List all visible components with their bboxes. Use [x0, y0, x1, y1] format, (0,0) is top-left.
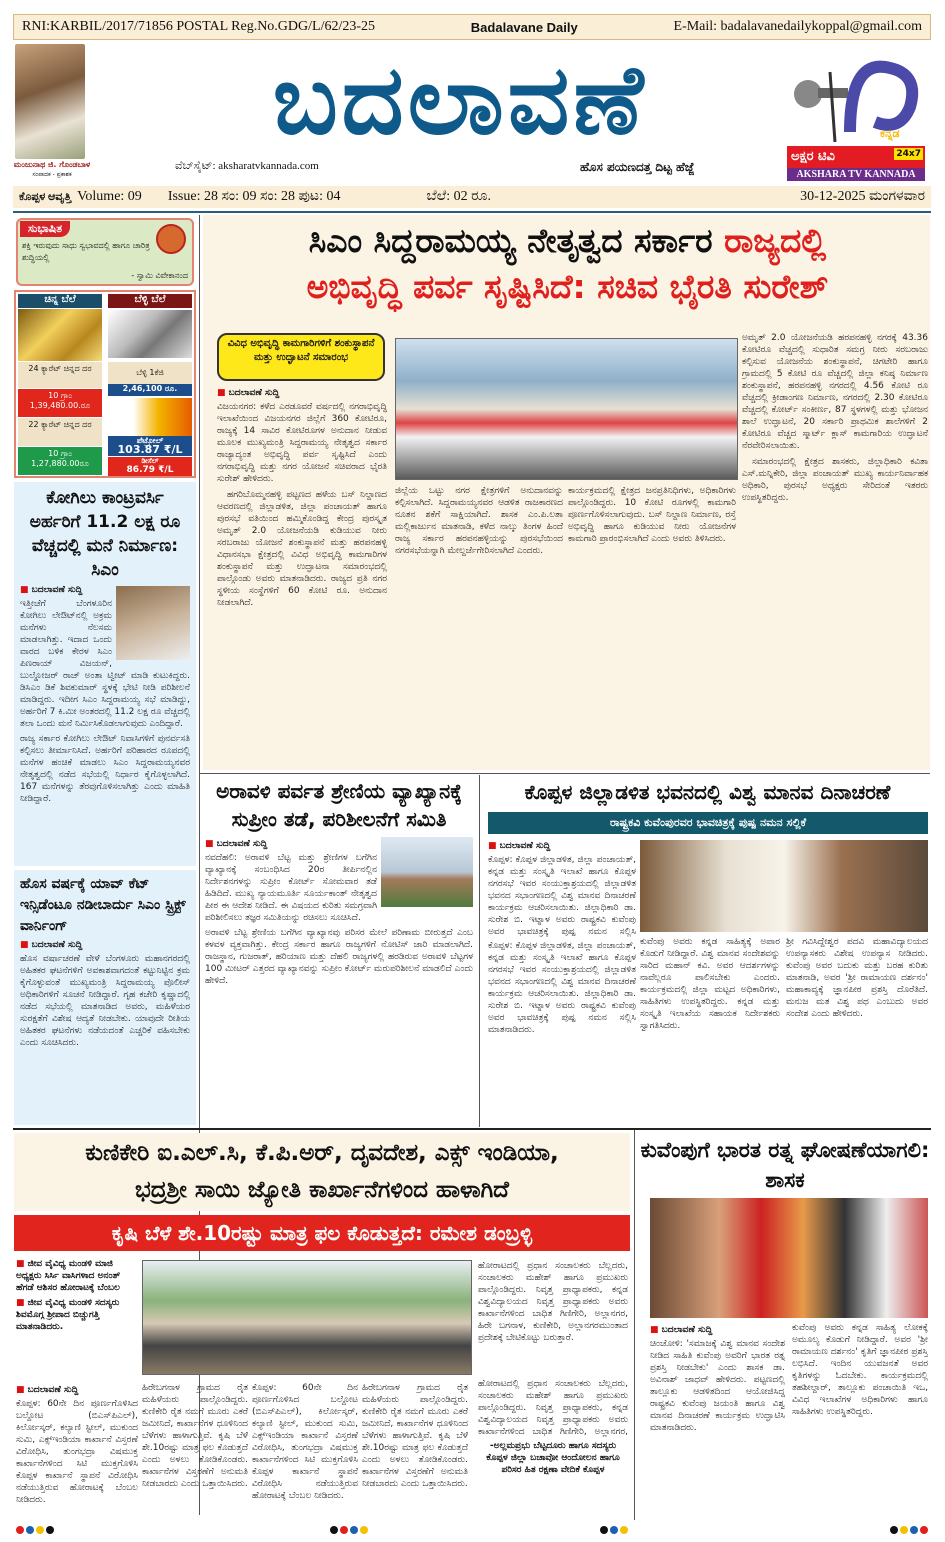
issue: Issue: 28 ಸಂ: 09 ಸಂ: 28 ಪುಟ: 04 — [167, 189, 341, 204]
silver-value: 2,46,100 ರೂ. — [108, 384, 192, 396]
kogilu-paragraph: ಇತ್ತೀಚೆಗೆ ಬೆಂಗಳೂರಿನ ಕೋಗಿಲು ಲೇಔಟ್‌ನಲ್ಲಿ ಅಕ್ರಮ ಮನೆಗಳು ನೆಲಸಮ ಮಾಡಲಾಗಿತ್ತು. ಇದಾದ ಒಂದು ವಾರದ ಬಳಿಕ ಕೇರಳ ಸಿಎಂ ಪಿಣರಾಯ್ ವಿಜಯನ್, ಬುಲ್ಡೋಜರ್ ರಾಜ್ ಅಂತಾ ಟ್ವೀಟ್ ಮಾಡಿ ಕುಟುಕಿದ್ದರು. ಡಿಸಿಎಂ ಡಿಕೆ ಶಿವಕುಮಾರ್ ಸ್ಥಳಕ್ಕೆ ಭೇಟಿ ನೀಡಿ ಪರಿಶೀಲನೆ ಮಾಡಿದ್ದರು. ಇದೀಗ ಸಿಎಂ ಸಿದ್ದರಾಮಯ್ಯ ಸಭೆ ಮಾಡಿದ್ದು, ಅರ್ಹರಿಗೆ 7 ಕಿ.ಮೀ ಅಂತರದಲ್ಲಿ 11.2 ಲಕ್ಷ ರೂ ವೆಚ್ಚದಲ್ಲಿ ತಲಾ ಒಂದು ಮನೆ ನಿರ್ಮಿಸಿಕೊಡಲಾಗುವುದು ಎಂದಿದ್ದಾರೆ. — [20, 599, 190, 729]
story-credit: ■ ಬದಲಾವಣೆ ಸುದ್ದಿ — [217, 388, 387, 398]
newyear-paragraph: ಹೊಸ ವರ್ಷಾಚರಣೆ ವೇಳೆ ಬೆಂಗಳೂರು ಮಹಾನಗರದಲ್ಲಿ ಅಹಿತಕರ ಘಟನೆಗಳಿಗೆ ಅವಕಾಶವಾಗದಂತೆ ಕಟ್ಟುನಿಟ್ಟಿನ ಕ್ರಮ ಕೈಗೊಳ್ಳುವಂತೆ ಮುಖ್ಯಮಂತ್ರಿ ಸಿದ್ದರಾಮಯ್ಯ ಪೊಲೀಸ್ ಅಧಿಕಾರಿಗಳಿಗೆ ಸೂಚನೆ ನೀಡಿದ್ದಾರೆ. ಗೃಹ ಕಚೇರಿ ಕೃಷ್ಣಾದಲ್ಲಿ ನಡೆದ ಸಭೆಯಲ್ಲಿ ಮಾತನಾಡಿದ ಅವರು, ಮಹಿಳೆಯರ ಸುರಕ್ಷತೆಗೆ ವಿಶೇಷ ಆದ್ಯತೆ ನೀಡಬೇಕು. ಯಾವುದೇ ರೀತಿಯ ಅಹಿತಕರ ಘಟನೆಗಳು ನಡೆಯದಂತೆ ಎಚ್ಚರಿಕೆ ವಹಿಸಬೇಕು ಎಂದು ಸೂಚಿಸಿದರು. — [20, 954, 190, 1048]
factory-signoff: -ಅಲ್ಲಮಪ್ರಭು ಬೆಟ್ಟದೂರು ಹಾಗೂ ಸದಸ್ಯರು ಕೊಪ್ಪಳ ಜಿಲ್ಲಾ ಬಚಾವೋ ಆಂದೋಲನ ಹಾಗೂ ಪರಿಸರ ಹಿತ ರಕ್ಷಣಾ ವೇದಿಕೆ ಕೊಪ್ಪಳ — [486, 1441, 620, 1475]
koppal-column-1 — [488, 838, 636, 938]
factory-paragraph: ಹಿರೇಬಗನಾಳ ಗ್ರಾಮದ ರೈತ ಮಹಿಳೆಯರು ಪಾಲ್ಗೊಂಡಿದ್ದರು. ಕುಣಿಕೇರಿ ರೈತ ನಮಗೆ ಮೂರು ಎಕರೆ ಜಮೀನಿದೆ, ಕಾರ್ಖಾನೆಗಳ ಧೂಳಿನಿಂದ ಬೆಳೆಗಳು ಹಾಳಾಗುತ್ತಿವೆ. ಕೃಷಿ ಬೆಳೆ ಶೇ.10ರಷ್ಟು ಮಾತ್ರ ಫಲ ಕೊಡುತ್ತದೆ ಎಂದು ಅಳಲು ತೋಡಿಕೊಂಡರು. ಕಾರ್ಖಾನೆಗಳ ವಿಸ್ತರಣೆಗೆ ಅನುಮತಿ ನೀಡಬಾರದು ಎಂದು ಒತ್ತಾಯಿಸಿದರು. — [362, 1383, 468, 1489]
lead-column-3 — [568, 485, 736, 770]
lead-paragraph: ಹಗರಿಬೊಮ್ಮನಹಳ್ಳಿ ಪಟ್ಟಣದ ಹಳೆಯ ಬಸ್ ನಿಲ್ದಾಣದ ಆವರಣದಲ್ಲಿ ಜಿಲ್ಲಾಡಳಿತ, ಜಿಲ್ಲಾ ಪಂಚಾಯತ್ ಹಾಗೂ ಪುರಸಭೆ ವತಿಯಿಂದ ಹಮ್ಮಿಕೊಂಡಿದ್ದ ಕೇಂದ್ರ ಪುರಸ್ಕೃತ ಅಮೃತ್ 2.0 ಯೋಜನೆಯಡಿ ಕುಡಿಯುವ ನೀರು ಸರಬರಾಜು ಯೋಜನೆ ಶಂಕುಸ್ಥಾಪನೆ ಮತ್ತು ಹರಪನಹಳ್ಳಿ ವಿಧಾನಸಭಾ ಕ್ಷೇತ್ರದಲ್ಲಿ ವಿವಿಧ ಅಭಿವೃದ್ಧಿ ಕಾಮಗಾರಿಗಳ ಶಂಕುಸ್ಥಾಪನೆ ಮತ್ತು ಉದ್ಘಾಟನಾ ಸಮಾರಂಭದಲ್ಲಿ ಪಾಲ್ಗೊಂಡು ಅವರು ಮಾತನಾಡಿದರು. ರಾಜ್ಯದ ಪ್ರತಿ ನಗರ ಸ್ಥಳೀಯ ಸಂಸ್ಥೆಗಳಿಗೆ 60 ಕೋಟಿ ರೂ. ಅನುದಾನ ನೀಡಲಾಗಿದೆ. — [217, 490, 387, 608]
newyear-story — [14, 870, 196, 1125]
divider — [200, 773, 930, 774]
story-credit: ■ ಬದಲಾವಣೆ ಸುದ್ದಿ — [650, 1325, 785, 1335]
gold22-value: 1,27,880.00ರೂ — [31, 459, 89, 468]
koppal-paragraph: ಕೊಪ್ಪಳ: ಕೊಪ್ಪಳ ಜಿಲ್ಲಾಡಳಿತ, ಜಿಲ್ಲಾ ಪಂಚಾಯತ್, ಕನ್ನಡ ಮತ್ತು ಸಂಸ್ಕೃತಿ ಇಲಾಖೆ ಹಾಗೂ ಕೊಪ್ಪಳ ನಗರಸಭೆ ಇವರ ಸಂಯುಕ್ತಾಶ್ರಯದಲ್ಲಿ ಜಿಲ್ಲಾಡಳಿತ ಭವನದ ಸಭಾಂಗಣದಲ್ಲಿ ವಿಶ್ವ ಮಾನವ ದಿನಾಚರಣೆ ಕಾರ್ಯಕ್ರಮ ಆಚರಿಸಲಾಯಿತು. ಜಿಲ್ಲಾಧಿಕಾರಿ ಡಾ. ಸುರೇಶ ಬಿ. ಇಟ್ನಾಳ ಅವರು ರಾಷ್ಟ್ರಕವಿ ಕುವೆಂಪು ಅವರ ಭಾವಚಿತ್ರಕ್ಕೆ ಪುಷ್ಪ ನಮನ ಸಲ್ಲಿಸಿ — [488, 855, 636, 937]
kuvempu-column-1 — [650, 1322, 785, 1517]
subhashita-box — [16, 218, 194, 286]
siddaramaiah-photo — [116, 586, 190, 660]
factory-paragraph: ಹೋರಾಟದಲ್ಲಿ ಪ್ರಧಾನ ಸಂಚಾಲಕರು ಬೆಲ್ಲದರು, ಸಂಚಾಲಕರು ಮಹೇಶ್ ಹಾಗೂ ಪ್ರಮುಖರು ಪಾಲ್ಗೊಂಡಿದ್ದರು. ನಿವೃತ್ತ ಪ್ರಾಧ್ಯಾಪಕರು, ಕನ್ನಡ ವಿಶ್ವವಿದ್ಯಾಲಯದ ನಿವೃತ್ತ ಪ್ರಾಧ್ಯಾಪಕರು ಅವರು ಕಾರ್ಖಾನೆಗಳಿಂದ ಬಾಧಿತ ಗಿಣಿಗೇರಿ, ಅಲ್ಲಾನಗರ, — [478, 1379, 628, 1437]
editor-name: ಮಂಜುನಾಥ ಜಿ. ಗೊಂಡಬಾಳ — [13, 160, 91, 169]
price-box — [14, 290, 196, 478]
koppal-banner: ರಾಷ್ಟ್ರಕವಿ ಕುವೆಂಪುರವರ ಭಾವಚಿತ್ರಕ್ಕೆ ಪುಷ್ಪ ನಮನ ಸಲ್ಲಿಕೆ — [488, 812, 928, 834]
koppal-column-2 — [640, 936, 780, 1126]
kogilu-headline: ಕೋಗಿಲು ಕಾಂಟ್ರವರ್ಸಿ ಅರ್ಹರಿಗೆ 11.2 ಲಕ್ಷ ರೂ ವೆಚ್ಚದಲ್ಲಿ ಮನೆ ನಿರ್ಮಾಣ: ಸಿಎಂ — [29, 488, 181, 580]
factory-banner: ಕೃಷಿ ಬೆಳೆ ಶೇ.10ರಷ್ಟು ಮಾತ್ರ ಫಲ ಕೊಡುತ್ತದೆ: ರಮೇಶ ಡಂಬ್ರಳ್ಳಿ — [14, 1215, 630, 1251]
top-info-strip — [13, 14, 931, 40]
gold24-label: 24 ಕ್ಯಾರೆಟ್ ಚಿನ್ನದ ದರ — [18, 362, 102, 388]
petrol-label: ಪೆಟ್ರೋಲ್ — [136, 436, 164, 445]
edition: ಕೊಪ್ಪಳ ಆವೃತ್ತಿ — [19, 190, 72, 203]
lead-subhead: ವಿವಿಧ ಅಭಿವೃದ್ಧಿ ಕಾಮಗಾರಿಗಳಿಗೆ ಶಂಕುಸ್ಥಾಪನೆ ಮತ್ತು ಉದ್ಘಾಟನೆ ಸಮಾರಂಭ — [217, 333, 385, 381]
koppal-event-photo — [640, 840, 928, 932]
factory-paragraph: ಹೋರಾಟದಲ್ಲಿ ಪ್ರಧಾನ ಸಂಚಾಲಕರು ಬೆಲ್ಲದರು, ಸಂಚಾಲಕರು ಮಹೇಶ್ ಹಾಗೂ ಪ್ರಮುಖರು ಪಾಲ್ಗೊಂಡಿದ್ದರು. ನಿವೃತ್ತ ಪ್ರಾಧ್ಯಾಪಕರು, ಕನ್ನಡ ವಿಶ್ವವಿದ್ಯಾಲಯದ ನಿವೃತ್ತ ಪ್ರಾಧ್ಯಾಪಕರು ಅವರು ಕಾರ್ಖಾನೆಗಳಿಂದ ಬಾಧಿತ ಗಿಣಿಗೇರಿ, ಅಲ್ಲಾನಗರ, ಹಿರೇ ಬಗನಾಳ, ಕುಣಿಕೇರಿ, ಅಲ್ಲಾನಗರಮುಂತಾದ ಪ್ರದೇಶಕ್ಕೆ ಬೇಟಿಕೊಟ್ಟು ಬರುತ್ತಾರೆ. — [478, 1261, 628, 1343]
aravali-paragraph: ಅರಾವಳಿ ಬೆಟ್ಟ ಶ್ರೇಣಿಯ ಬಗೆಗಿನ ವ್ಯಾಖ್ಯಾನವು ಪರಿಸರ ಮೇಲೆ ಪರಿಣಾಮ ಬೀರುತ್ತದೆ ಎಂಬ ಕಳವಳ ವ್ಯಕ್ತವಾಗಿತ್ತು. ಕೇಂದ್ರ ಸರ್ಕಾರ ಹಾಗೂ ರಾಜ್ಯಗಳಿಗೆ ನೋಟಿಸ್ ಜಾರಿ ಮಾಡಲಾಗಿದೆ. ರಾಜಸ್ಥಾನ, ಗುಜರಾತ್, ಹರಿಯಾಣ ಮತ್ತು ದೆಹಲಿ ರಾಜ್ಯಗಳಲ್ಲಿ ಹರಡಿರುವ ಅರಾವಳಿ ಬೆಟ್ಟಗಳ 100 ಮೀಟರ್ ಎತ್ತರದ ವ್ಯಾಖ್ಯಾನವನ್ನು ಸುಪ್ರೀಂ ಕೋರ್ಟ್ ಮರುಪರಿಶೀಲನೆ ಮಾಡಲಿದೆ ಎಂದು ಹೇಳಿದೆ. — [205, 928, 473, 986]
factory-bullets — [16, 1258, 138, 1333]
lead-column-1 — [217, 385, 387, 770]
gold24-value: 1,39,480.00.ರೂ — [29, 401, 91, 410]
registration-number: RNI:KARBIL/2017/71856 POSTAL Reg.No.GDG/L/62/23-25 — [22, 19, 376, 34]
kuvempu-column-2 — [792, 1322, 928, 1517]
diesel-price — [108, 457, 192, 476]
factory-column-2 — [142, 1382, 248, 1517]
lead-column-4 — [742, 332, 928, 770]
bullet-item: ■ ಜೀವ ವೈವಿಧ್ಯ ಮಂಡಳಿ ಸದಸ್ಯರು ಶಿವಮೊಗ್ಗ ಶ್ರೀಪಾದ ಬಿಚ್ಚುಗತ್ತಿ ಮಾತನಾಡಿದರು. — [16, 1297, 138, 1333]
gold24-price — [18, 389, 102, 417]
factory-paragraph: ಕೊಪ್ಪಳ: 60ನೇ ದಿನ ಪೂರ್ಣಗೊಳಿಸಿದ ಬಲ್ದೋಟ (ಬಿಎಸ್‌ಪಿಎಲ್), ಕಿರ್ಲೋಸ್ಕರ್, ಕಲ್ಯಾಣಿ ಸ್ಟೀಲ್, ಮುಕುಂದ ಸುಮಿ, ಎಕ್ಸ್‌ಇಂಡಿಯಾ ಕಾರ್ಖಾನೆ ವಿಸ್ತರಣೆ ವಿರೋಧಿಸಿ, ತುಂಗಭದ್ರಾ ವಿಷಮುಕ್ತ ಕಾರ್ಖಾನೆಗಳಿಂದ ಸಿಟಿ ಮುಕ್ತಗೊಳಿಸಿ ಕೊಪ್ಪಳ ಕಾರ್ಖಾನೆ ಸ್ಥಾಪನೆ ವಿರೋಧಿಸಿ ನಡೆಯುತ್ತಿರುವ ಹೋರಾಟಕ್ಕೆ ಬೆಂಬಲ ನೀಡಿದರು. — [16, 1399, 138, 1505]
diesel-label: ಡೀಸೆಲ್ — [141, 457, 159, 465]
aravali-paragraph: ನವದೆಹಲಿ: ಅರಾವಳಿ ಬೆಟ್ಟ ಮತ್ತು ಶ್ರೇಣಿಗಳ ಬಗೆಗಿನ ವ್ಯಾಖ್ಯಾನಕ್ಕೆ ಸಂಬಂಧಿಸಿದ 20ರ ತೀರ್ಪಿನಲ್ಲಿನ ನಿರ್ದೇಶನಗಳನ್ನು ಸುಪ್ರೀಂ ಕೋರ್ಟ್ ಸೋಮವಾರ ತಡೆ ಹಿಡಿದಿದೆ. ಮುಖ್ಯ ನ್ಯಾಯಮೂರ್ತಿ ಸೂರ್ಯಕಾಂತ್ ನೇತೃತ್ವದ ಪೀಠ ಈ ಆದೇಶ ನೀಡಿದೆ. ಈ ವಿಷಯದ ಕುರಿತು ಸಮಗ್ರವಾಗಿ ಪರಿಶೀಲಿಸಲು ತಜ್ಞರ ಸಮಿತಿಯನ್ನು ರಚಿಸಲು ಸೂಚಿಸಿದೆ. — [205, 853, 377, 923]
gold-bars-image — [18, 309, 102, 361]
lead-headline — [205, 218, 930, 310]
petrol-price — [108, 436, 192, 456]
tv-name-english: AKSHARA TV KANNADA — [787, 168, 925, 181]
lead-paragraph: ವಿಜಯನಗರ: ಕಳೆದ ಎರಡೂವರೆ ವರ್ಷದಲ್ಲಿ ನಗರಾಭಿವೃದ್ಧಿ ಇಲಾಖೆಯಿಂದ ವಿಜಯನಗರ ಜಿಲ್ಲೆಗೆ 360 ಕೋಟಿರೂ, ರಾಜ್ಯಕ್ಕೆ 14 ಸಾವಿರ ಕೋಟಿರೂಗಳ ಅನುದಾನ ನೀಡುವ ಮೂಲಕ ಮುಖ್ಯಮಂತ್ರಿ ಸಿದ್ದರಾಮಯ್ಯ ನೇತೃತ್ವದ ಸರ್ಕಾರ ರಾಜ್ಯಾದ್ಯಂತ ಅಭಿವೃದ್ಧಿ ಪರ್ವ ಸೃಷ್ಟಿಸಿದೆ ಎಂದು ನಗರಾಭಿವೃದ್ಧಿ ಮತ್ತು ನಗರ ಯೋಜನೆ ಸಚಿವರಾದ ಭೈರತಿ ಸುರೇಶ್ ಹೇಳಿದರು. — [217, 402, 387, 484]
price: ಬೆಲೆ: 02 ರೂ. — [426, 189, 491, 204]
kuvempu-paragraph: ಕುವೆಂಪು ಅವರು ಕನ್ನಡ ಸಾಹಿತ್ಯ ಲೋಕಕ್ಕೆ ಅಮೂಲ್ಯ ಕೊಡುಗೆ ನೀಡಿದ್ದಾರೆ. ಅವರ 'ಶ್ರೀ ರಾಮಾಯಣ ದರ್ಶನಂ' ಕೃತಿಗೆ ಜ್ಞಾನಪೀಠ ಪ್ರಶಸ್ತಿ ಲಭಿಸಿದೆ. ಇಂದಿನ ಯುವಜನತೆ ಅವರ ಕೃತಿಗಳನ್ನು ಓದಬೇಕು. ಕಾರ್ಯಕ್ರಮದಲ್ಲಿ ತಹಶೀಲ್ದಾರ್, ತಾಲ್ಲೂಕು ಪಂಚಾಯಿತಿ ಇಒ, ವಿವಿಧ ಇಲಾಖೆಗಳ ಅಧಿಕಾರಿಗಳು ಹಾಗೂ ಸಾಹಿತಿಗಳು ಉಪಸ್ಥಿತರಿದ್ದರು. — [792, 1323, 928, 1417]
tv-name: ಅಕ್ಷರ ಟಿವಿ — [791, 149, 835, 164]
silver-label: ಬೆಳ್ಳಿ 1ಕೆಜಿ — [108, 362, 192, 384]
tv-name-badge — [787, 146, 925, 168]
tv-kannada-label: ಕನ್ನಡ — [880, 127, 900, 140]
volume: Volume: 09 — [77, 189, 142, 204]
lead-column-2 — [395, 485, 563, 770]
print-registration-marks — [14, 1520, 932, 1530]
column-divider — [634, 1130, 635, 1520]
vivekananda-portrait — [156, 224, 186, 254]
petrol-value: 103.87 ₹/L — [117, 443, 183, 456]
kuvempu-paragraph: ಚಿಂಚೋಳಿ: 'ಸಮಾಜಕ್ಕೆ ವಿಶ್ವ ಮಾನವ ಸಂದೇಶ ನೀಡಿದ ಸಾಹಿತಿ ಕುವೆಂಪು ಅವರಿಗೆ ಭಾರತ ರತ್ನ ಪ್ರಶಸ್ತಿ ನೀಡಬೇಕು' ಎಂದು ಶಾಸಕ ಡಾ. ಅವಿನಾಶ್ ಜಾಧವ್ ಹೇಳಿದರು. ಪಟ್ಟಣದಲ್ಲಿ ತಾಲ್ಲೂಕು ಆಡಳಿತದಿಂದ ಆಯೋಜಿಸಿದ್ದ ರಾಷ್ಟ್ರಕವಿ ಕುವೆಂಪು ಜಯಂತಿ ಹಾಗೂ ವಿಶ್ವ ಮಾನವ ದಿನಾಚರಣೆ ಕಾರ್ಯಕ್ರಮ ಉದ್ಘಾಟಿಸಿ ಮಾತನಾಡಿದರು. — [650, 1339, 785, 1433]
gold22-price — [18, 447, 102, 475]
lead-event-photo — [395, 338, 738, 480]
lead-headline-red: ರಾಜ್ಯದಲ್ಲಿ — [724, 221, 827, 260]
subhashita-text: ಶಕ್ತಿ ಇರುವುದು ಸಾಧು ಸ್ವಭಾವದಲ್ಲಿ ಹಾಗೂ ಚಾರಿತ್ರ ಶುದ್ಧಿಯಲ್ಲಿ — [22, 241, 150, 262]
tagline: ಹೊಸ ಪಯಣದತ್ತ ದಿಟ್ಟ ಹೆಜ್ಜೆ — [580, 160, 695, 174]
story-credit: ■ ಬದಲಾವಣೆ ಸುದ್ದಿ — [16, 1385, 138, 1395]
diesel-value: 86.79 ₹/L — [126, 465, 174, 475]
subhashita-title: ಸುಭಾಷಿತ — [20, 221, 70, 237]
fuel-pump-image — [108, 398, 192, 436]
divider — [13, 211, 931, 213]
registration-dots-icon — [14, 1525, 932, 1535]
masthead-logo: ಬದಲಾವಣೆ — [272, 44, 648, 156]
story-credit: ■ ಬದಲಾವಣೆ ಸುದ್ದಿ — [20, 585, 190, 595]
koppal-paragraph: ಕುವೆಂಪು ಅವರು ಕನ್ನಡ ಸಾಹಿತ್ಯಕ್ಕೆ ಅಪಾರ ಕೊಡುಗೆ ನೀಡಿದ್ದಾರೆ. ವಿಶ್ವ ಮಾನವ ಸಂದೇಶವನ್ನು ಸಾರಿದ ಮಹಾನ್ ಕವಿ. ಅವರ ಆದರ್ಶಗಳನ್ನು ನಾವೆಲ್ಲರೂ ಪಾಲಿಸಬೇಕು ಎಂದರು. ಕಾರ್ಯಕ್ರಮದಲ್ಲಿ ಜಿಲ್ಲಾ ಮಟ್ಟದ ಅಧಿಕಾರಿಗಳು, ಸಾಹಿತಿಗಳು ಉಪಸ್ಥಿತರಿದ್ದರು. ಕನ್ನಡ ಮತ್ತು ಸಂಸ್ಕೃತಿ ಇಲಾಖೆಯ ಸಹಾಯಕ ನಿರ್ದೇಶಕರು ಸ್ವಾಗತಿಸಿದರು. — [640, 937, 780, 1031]
microphone-icon — [790, 52, 925, 147]
factory-column-1 — [16, 1382, 138, 1517]
kogilu-paragraph: ರಾಜ್ಯ ಸರ್ಕಾರ ಕೋಗಿಲು ಲೇಔಟ್ ನಿವಾಸಿಗಳಿಗೆ ಪುನರ್ವಸತಿ ಕಲ್ಪಿಸಲು ತೀರ್ಮಾನಿಸಿದೆ. ಅರ್ಹರಿಗೆ ಪರಿಹಾರದ ರೂಪದಲ್ಲಿ ಮನೆಗಳ ಹಂಚಿಕೆ ಮಾಡಲು ಸಿಎಂ ಸಿದ್ದರಾಮಯ್ಯನವರ ನೇತೃತ್ವದಲ್ಲಿ ನಡೆದ ಸಭೆಯಲ್ಲಿ ನಿರ್ಧಾರ ಕೈಗೊಳ್ಳಲಾಗಿದೆ. 167 ಮನೆಗಳನ್ನು ತೆರವುಗೊಳಿಸಲಾಗಿತ್ತು ಎಂದು ಮಾಹಿತಿ ನೀಡಿದ್ದಾರೆ. — [20, 734, 190, 804]
date: 30-12-2025 ಮಂಗಳವಾರ — [800, 189, 925, 204]
divider — [13, 1128, 931, 1130]
story-credit: ■ ಬದಲಾವಣೆ ಸುದ್ದಿ — [488, 841, 636, 851]
story-credit: ■ ಬದಲಾವಣೆ ಸುದ್ದಿ — [205, 839, 473, 849]
gold22-unit: 10 ಗ್ರಾಂ — [48, 449, 72, 458]
factory-paragraph: ಕೊಪ್ಪಳ: 60ನೇ ದಿನ ಪೂರ್ಣಗೊಳಿಸಿದ ಬಲ್ದೋಟ (ಬಿಎಸ್‌ಪಿಎಲ್), ಕಿರ್ಲೋಸ್ಕರ್, ಕಲ್ಯಾಣಿ ಸ್ಟೀಲ್, ಮುಕುಂದ ಸುಮಿ, ಎಕ್ಸ್‌ಇಂಡಿಯಾ ಕಾರ್ಖಾನೆ ವಿಸ್ತರಣೆ ವಿರೋಧಿಸಿ, ತುಂಗಭದ್ರಾ ವಿಷಮುಕ್ತ ಕಾರ್ಖಾನೆಗಳಿಂದ ಸಿಟಿ ಮುಕ್ತಗೊಳಿಸಿ ಕೊಪ್ಪಳ ಕಾರ್ಖಾನೆ ಸ್ಥಾಪನೆ ವಿರೋಧಿಸಿ ನಡೆಯುತ್ತಿರುವ ಹೋರಾಟಕ್ಕೆ ಬೆಂಬಲ ನೀಡಿದರು. — [252, 1383, 358, 1501]
silver-price-title: ಬೆಳ್ಳಿ ಬೆಲೆ — [108, 294, 192, 308]
factory-column-3a — [478, 1260, 628, 1375]
silver-bars-image — [108, 310, 192, 358]
factory-headline-line1: ಕುಣಿಕೇರಿ ಐ.ಎಲ್.ಸಿ, ಕೆ.ಪಿ.ಅರ್, ದೃವದೇಶ, ಎಕ್ಸ್ ಇಂಡಿಯಾ, — [85, 1140, 559, 1166]
factory-headline — [14, 1135, 630, 1209]
email-address[interactable]: E-Mail: badalavanedailykoppal@gmail.com — [673, 19, 922, 34]
tv-24x7: 24x7 — [896, 149, 921, 159]
supreme-court-photo — [381, 837, 473, 907]
factory-headline-line2: ಭದ್ರಶ್ರೀ ಸಾಯಿ ಜ್ಯೋತಿ ಕಾರ್ಖಾನೆಗಳಿಂದ ಹಾಳಾಗಿದೆ — [135, 1177, 509, 1203]
paper-name-english: Badalavane Daily — [470, 19, 578, 35]
issue-info-bar — [13, 186, 931, 208]
protest-photo — [142, 1260, 472, 1375]
editor-photo — [15, 44, 85, 159]
koppal-column-1b — [488, 940, 636, 1125]
koppal-paragraph: ಕೊಪ್ಪಳ: ಕೊಪ್ಪಳ ಜಿಲ್ಲಾಡಳಿತ, ಜಿಲ್ಲಾ ಪಂಚಾಯತ್, ಕನ್ನಡ ಮತ್ತು ಸಂಸ್ಕೃತಿ ಇಲಾಖೆ ಹಾಗೂ ಕೊಪ್ಪಳ ನಗರಸಭೆ ಇವರ ಸಂಯುಕ್ತಾಶ್ರಯದಲ್ಲಿ ಜಿಲ್ಲಾಡಳಿತ ಭವನದ ಸಭಾಂಗಣದಲ್ಲಿ ವಿಶ್ವ ಮಾನವ ದಿನಾಚರಣೆ ಕಾರ್ಯಕ್ರಮ ಆಚರಿಸಲಾಯಿತು. ಜಿಲ್ಲಾಧಿಕಾರಿ ಡಾ. ಸುರೇಶ ಬಿ. ಇಟ್ನಾಳ ಅವರು ರಾಷ್ಟ್ರಕವಿ ಕುವೆಂಪು ಅವರ ಭಾವಚಿತ್ರಕ್ಕೆ ಪುಷ್ಪ ನಮನ ಸಲ್ಲಿಸಿ ಮಾತನಾಡಿದರು. — [488, 941, 636, 1035]
factory-column-2b — [252, 1382, 358, 1517]
kogilu-story — [14, 482, 196, 866]
aravali-headline: ಅರಾವಳಿ ಪರ್ವತ ಶ್ರೇಣಿಯ ವ್ಯಾಖ್ಯಾನಕ್ಕೆ ಸುಪ್ರೀಂ ತಡೆ, ಪರಿಶೀಲನೆಗೆ ಸಮಿತಿ — [216, 779, 462, 831]
koppal-column-3 — [786, 936, 928, 1126]
gold24-unit: 10 ಗ್ರಾಂ — [48, 391, 72, 400]
factory-column-2c — [362, 1382, 468, 1517]
lead-paragraph: ಕಾರ್ಯಕ್ರಮದಲ್ಲಿ ಕ್ಷೇತ್ರದ ಜನಪ್ರತಿನಿಧಿಗಳು, ಅಧಿಕಾರಿಗಳು ಪಾಲ್ಗೊಂಡಿದ್ದರು. 10 ಕೋಟಿ ರೂಗಳಲ್ಲಿ ಕಾಮಗಾರಿ ಪೂರ್ಣಗೊಳಿಸಲಾಗುವುದು. ಬಸ್ ನಿಲ್ದಾಣ ನಿರ್ಮಾಣ, ರಸ್ತೆ ಅಭಿವೃದ್ಧಿ ಹಾಗೂ ಕುಡಿಯುವ ನೀರು ಯೋಜನೆಗಳ ಕಾಮಗಾರಿ ಪ್ರಾರಂಭಿಸಲಾಗಿದೆ ಎಂದು ಅವರು ತಿಳಿಸಿದರು. — [568, 486, 736, 544]
koppal-headline: ಕೊಪ್ಪಳ ಜಿಲ್ಲಾಡಳಿತ ಭವನದಲ್ಲಿ ವಿಶ್ವ ಮಾನವ ದಿನಾಚರಣೆ — [524, 780, 891, 804]
koppal-paragraph: ಶ್ರೀ ಗವಿಸಿದ್ದೇಶ್ವರ ಪದವಿ ಮಹಾವಿದ್ಯಾಲಯದ ಉಪನ್ಯಾಸಕರು ವಿಶೇಷ ಉಪನ್ಯಾಸ ನೀಡಿದರು. ಕುವೆಂಪು ಅವರ ಬದುಕು ಮತ್ತು ಬರಹ ಕುರಿತು ಮಾತನಾಡಿ, ಅವರ 'ಶ್ರೀ ರಾಮಾಯಣ ದರ್ಶನಂ' ಮಹಾಕಾವ್ಯಕ್ಕೆ ಜ್ಞಾನಪೀಠ ಪ್ರಶಸ್ತಿ ದೊರೆತಿದೆ. ಮನುಜ ಮತ ವಿಶ್ವ ಪಥ ಎಂಬುದು ಅವರ ಸಂದೇಶ ಎಂದು ಹೇಳಿದರು. — [786, 937, 928, 1019]
story-credit: ■ ಬದಲಾವಣೆ ಸುದ್ದಿ — [20, 940, 190, 950]
editor-role: ಸಂಪಾದಕ - ಪ್ರಕಾಶಕ — [32, 171, 72, 178]
aravali-story — [205, 777, 473, 1127]
column-divider — [479, 775, 480, 1127]
gold-price-title: ಚಿನ್ನ ಬೆಲೆ — [18, 294, 102, 308]
lead-paragraph: ಅಮೃತ್ 2.0 ಯೋಜನೆಯಡಿ ಹರಪನಹಳ್ಳಿ ನಗರಕ್ಕೆ 43.36 ಕೋಟಿರೂ ವೆಚ್ಚದಲ್ಲಿ ಸುಧಾರಿತ ಸಮಗ್ರ ನೀರು ಸರಬರಾಜು ಕಲ್ಪಿಸುವ ಯೋಜನೆಯ ಶಂಕುಸ್ಥಾಪನೆ, ಚಿಗಟೇರಿ ಹಾಗೂ ಗ್ರಾಮದಲ್ಲಿ 5 ಕೋಟಿ ರೂ ವೆಚ್ಚದಲ್ಲಿ ಜಿಲ್ಲಾ ಕನಿಷ್ಠ ನಿರ್ಮಾಣ ಶಂಕುಸ್ಥಾಪನೆ, ಹರಪನಹಳ್ಳಿ ನಗರದಲ್ಲಿ 4.56 ಕೋಟಿ ರೂ ವೆಚ್ಚದಲ್ಲಿ ಕ್ರೀಡಾಂಗಣ ನಿರ್ಮಾಣ, ನಗರದಲ್ಲಿ 2.30 ಕೋಟಿರೂ ವೆಚ್ಚದಲ್ಲಿ ಕೋರ್ಟ್ ಸಂಕೀರ್ಣ, 87 ಸ್ಥಳಗಳಲ್ಲಿ ಮತ್ತು ಭೋಜನ ಶಾಲೆ ಉದ್ಘಾಟನೆ, 20 ಸರ್ಕಾರಿ ಪ್ರಾಥಮಿಕ ಶಾಲೆಗಳಿಗೆ 2 ಕೋಟಿರೂ ವೆಚ್ಚದ ಸ್ಮಾರ್ಟ್ ಕ್ಲಾಸ್ ಕಾಮಗಾರಿಯ ಉದ್ಘಾಟನೆ ನೆರವೇರಿಸಲಾಯಿತು. — [742, 333, 928, 451]
lead-headline-red: ಅಭಿವೃದ್ಧಿ ಪರ್ವ ಸೃಷ್ಟಿಸಿದೆ: ಸಚಿವ ಭೈರತಿ ಸುರೇಶ್ — [306, 267, 829, 306]
newyear-headline: ಹೊಸ ವರ್ಷಕ್ಕೆ ಯಾವ್ ಕೆಟ್ ಇನ್ಸಿಡೆಂಟೂ ನಡೀಬಾರ್ದು ಸಿಎಂ ಸ್ಟ್ರಿಕ್ಟ್ ವಾರ್ನಿಂಗ್ — [20, 876, 186, 934]
tv-logo — [790, 52, 925, 147]
subhashita-author: - ಸ್ವಾಮಿ ವಿವೇಕಾನಂದ — [131, 271, 188, 280]
gold22-label: 22 ಕ್ಯಾರೆಟ್ ಚಿನ್ನದ ದರ — [18, 418, 102, 446]
bullet-item: ■ ಜೀವ ವೈವಿಧ್ಯ ಮಂಡಳಿ ಮಾಜಿ ಅಧ್ಯಕ್ಷರು ಸಿರ್ಸಿ ವಾಸಿಗಳಾದ ಅನಂತ್ ಹೆಗಡೆ ಆಶಿಸರ ಹೋರಾಟಕ್ಕೆ ಬೆಂಬಲ — [16, 1258, 138, 1294]
website-link[interactable]: ವೆಬ್‌ಸೈಟ್: aksharatvkannada.com — [175, 160, 319, 172]
factory-paragraph: ಹಿರೇಬಗನಾಳ ಗ್ರಾಮದ ರೈತ ಮಹಿಳೆಯರು ಪಾಲ್ಗೊಂಡಿದ್ದರು. ಕುಣಿಕೇರಿ ರೈತ ನಮಗೆ ಮೂರು ಎಕರೆ ಜಮೀನಿದೆ, ಕಾರ್ಖಾನೆಗಳ ಧೂಳಿನಿಂದ ಬೆಳೆಗಳು ಹಾಳಾಗುತ್ತಿವೆ. ಕೃಷಿ ಬೆಳೆ ಶೇ.10ರಷ್ಟು ಮಾತ್ರ ಫಲ ಕೊಡುತ್ತದೆ ಎಂದು ಅಳಲು ತೋಡಿಕೊಂಡರು. ಕಾರ್ಖಾನೆಗಳ ವಿಸ್ತರಣೆಗೆ ಅನುಮತಿ ನೀಡಬಾರದು ಎಂದು ಒತ್ತಾಯಿಸಿದರು. — [142, 1383, 248, 1489]
lead-headline-black: ಸಿಎಂ ಸಿದ್ದರಾಮಯ್ಯ ನೇತೃತ್ವದ ಸರ್ಕಾರ — [308, 221, 713, 260]
kuvempu-event-photo — [650, 1198, 928, 1318]
lead-paragraph: ಸಮಾರಂಭದಲ್ಲಿ ಕ್ಷೇತ್ರದ ಶಾಸಕರು, ಜಿಲ್ಲಾಧಿಕಾರಿ ಕವಿತಾ ಎಸ್.ಮನ್ನಿಕೇರಿ, ಜಿಲ್ಲಾ ಪಂಚಾಯತ್ ಮುಖ್ಯ ಕಾರ್ಯನಿರ್ವಾಹಕ ಅಧಿಕಾರಿ, ಪುರಸಭೆ ಅಧ್ಯಕ್ಷರು ಸೇರಿದಂತೆ ಇತರರು ಉಪಸ್ಥಿತರಿದ್ದರು. — [742, 457, 928, 503]
factory-signoff-col — [478, 1378, 628, 1518]
lead-paragraph: ಜಿಲ್ಲೆಯ ಒಟ್ಟು ನಗರ ಕ್ಷೇತ್ರಗಳಿಗೆ ಅನುದಾನವನ್ನು ಕಲ್ಪಿಸಲಾಗಿದೆ. ಸಿದ್ದರಾಮಯ್ಯನವರ ಆಡಳಿತ ರಾಜಕಾರಣದ ನೂತನ ಶಕೆಗೆ ಸಾಕ್ಷಿಯಾಗಿದೆ. ಶಾಸಕ ಎಂ.ಪಿ.ಲತಾ ಮಲ್ಲಿಕಾರ್ಜುನ ಮಾತನಾಡಿ, ಕಳೆದ ನಾಲ್ಕು ತಿಂಗಳ ಹಿಂದೆ ರಾಜ್ಯ ಸರ್ಕಾರ ಹರಪನಹಳ್ಳಿಯನ್ನು ಪುರಸಭೆಯಿಂದ ನಗರಸಭೆಯನ್ನಾಗಿ ಮೇಲ್ದರ್ಜೆಗೇರಿಸಲಾಗಿದೆ ಎಂದರು. — [395, 486, 563, 556]
kuvempu-headline: ಕುವೆಂಪುಗೆ ಭಾರತ ರತ್ನ ಘೋಷಣೆಯಾಗಲಿ: ಶಾಸಕ — [640, 1138, 930, 1192]
